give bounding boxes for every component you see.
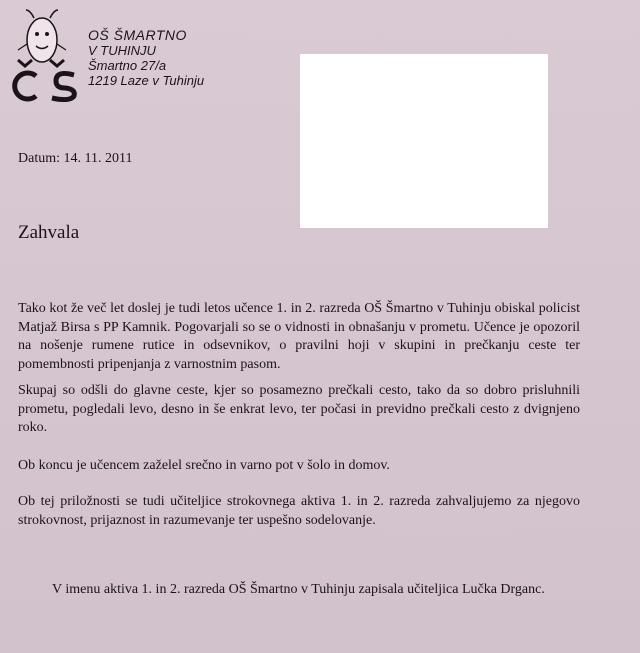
school-logo (4, 4, 84, 104)
paragraph: Ob koncu je učencem zaželel srečno in varno pot v šolo in domov. (18, 458, 390, 473)
school-postal: 1219 Laze v Tuhinju (88, 73, 205, 88)
school-street: Šmartno 27/a (88, 58, 167, 73)
school-location: V TUHINJU (88, 43, 156, 58)
redacted-address-box (300, 54, 548, 228)
paragraph: Skupaj so odšli do glavne ceste, kjer so posamezno prečkali cesto, tako da so dobro prisluhnili prometu, pogledali levo, desno in še enkrat levo, ter počasi in previdno prečkali cesto z dvignjeno roko. (18, 383, 580, 435)
paragraph: Ob tej priložnosti se tudi učiteljice strokovnega aktiva 1. in 2. razreda zahvaljujemo za njegovo strokovnost, prijaznost in razumevanje ter uspešno sodelovanje. (18, 494, 580, 528)
letter-date: Datum: 14. 11. 2011 (18, 151, 133, 166)
paragraph: Tako kot že več let doslej je tudi letos učence 1. in 2. razreda OŠ Šmartno v Tuhinju obiskal policist Matjaž Birsa s PP Kamnik. Pogovarjali so se o vidnosti in obnašanju v prometu. Učence je opozoril na nošenje rumene rutice in odsevnikov, o pravilni hoji v skupini in prečkanju ceste ter pomembnosti pripenjanja z varnostnim pasom. (18, 301, 580, 372)
school-address (88, 28, 204, 88)
school-name: OŠ ŠMARTNO (88, 27, 187, 43)
signature-line: V imenu aktiva 1. in 2. razreda OŠ Šmartno v Tuhinju zapisala učiteljica Lučka Drganc. (52, 582, 545, 597)
letter-title: Zahvala (18, 222, 80, 243)
